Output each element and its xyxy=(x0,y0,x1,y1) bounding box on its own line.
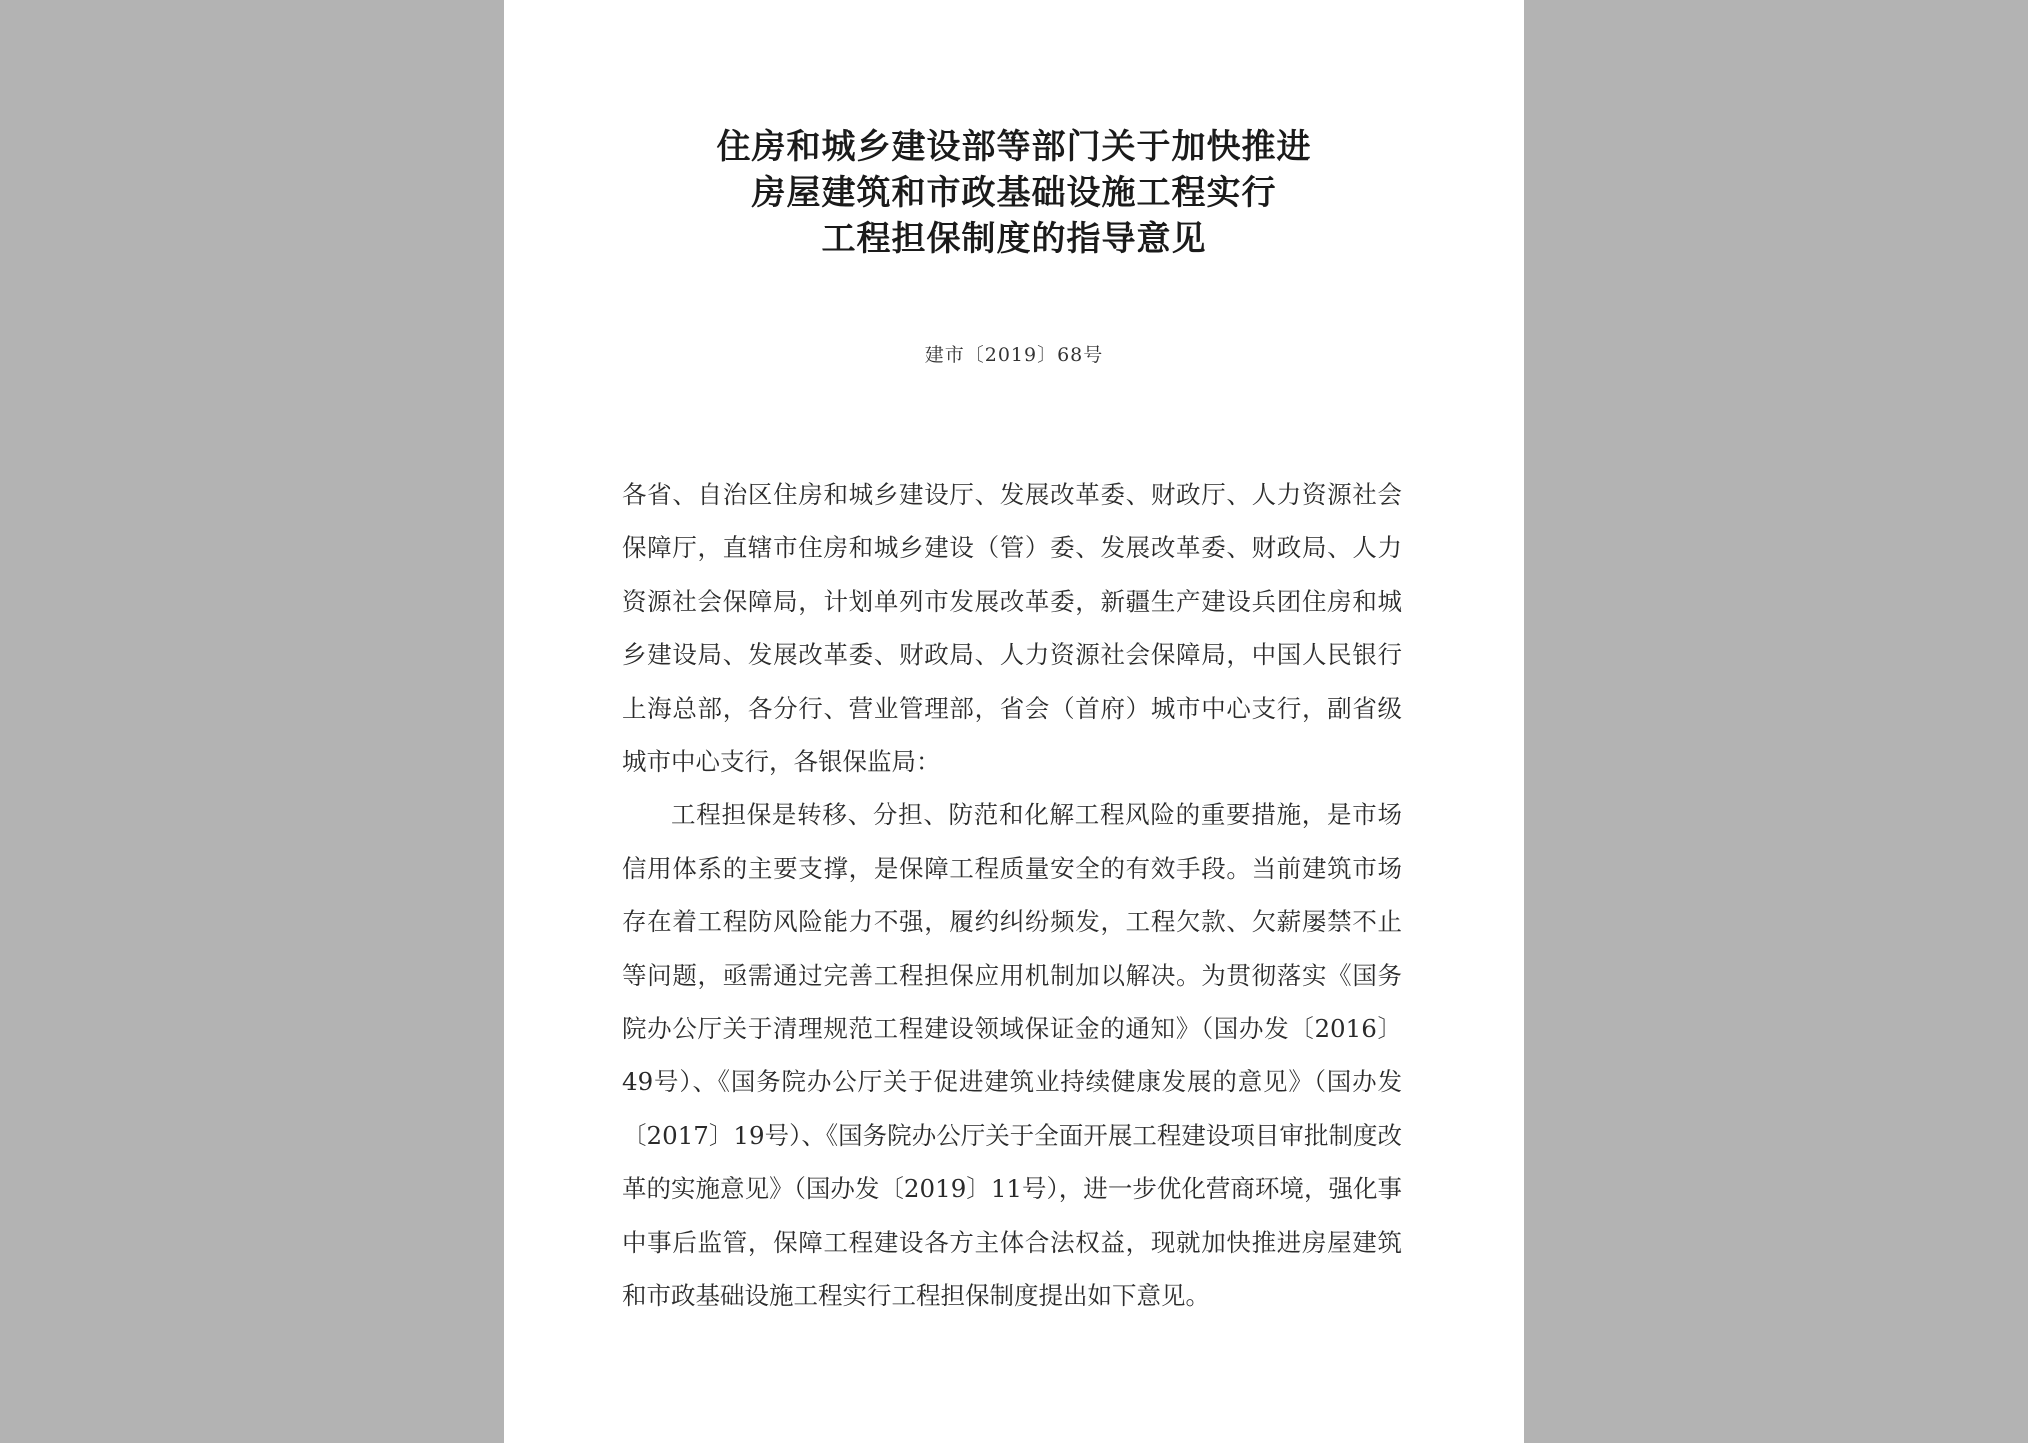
title-line-2: 房屋建筑和市政基础设施工程实行 xyxy=(751,173,1277,213)
addressees-paragraph: 各省、自治区住房和城乡建设厅、发展改革委、财政厅、人力资源社会保障厅，直辖市住房和城乡建设（管）委、发展改革委、财政局、人力资源社会保障局，计划单列市发展改革委，新疆生产建设兵团住房和城乡建设局、发展改革委、财政局、人力资源社会保障局，中国人民银行上海总部，各分行、营业管理部，省会（首府）城市中心支行，副省级城市中心支行，各银保监局： xyxy=(622,480,1402,777)
document-page xyxy=(504,0,1524,1443)
title-line-3: 工程担保制度的指导意见 xyxy=(821,219,1207,259)
document-number: 建市〔2019〕68号 xyxy=(924,344,1104,366)
document-body xyxy=(622,468,1402,1323)
document-title xyxy=(504,124,1524,262)
title-line-1: 住房和城乡建设部等部门关于加快推进 xyxy=(716,127,1312,167)
body-paragraph: 工程担保是转移、分担、防范和化解工程风险的重要措施，是市场信用体系的主要支撑，是保障工程质量安全的有效手段。当前建筑市场存在着工程防风险能力不强，履约纠纷频发，工程欠款、欠薪屡禁不止等问题，亟需通过完善工程担保应用机制加以解决。为贯彻落实《国务院办公厅关于清理规范工程建设领域保证金的通知》（国办发〔2016〕49号）、《国务院办公厅关于促进建筑业持续健康发展的意见》（国办发〔2017〕19号）、《国务院办公厅关于全面开展工程建设项目审批制度改革的实施意见》（国办发〔2019〕11号），进一步优化营商环境，强化事中事后监管，保障工程建设各方主体合法权益，现就加快推进房屋建筑和市政基础设施工程实行工程担保制度提出如下意见。 xyxy=(622,800,1402,1311)
